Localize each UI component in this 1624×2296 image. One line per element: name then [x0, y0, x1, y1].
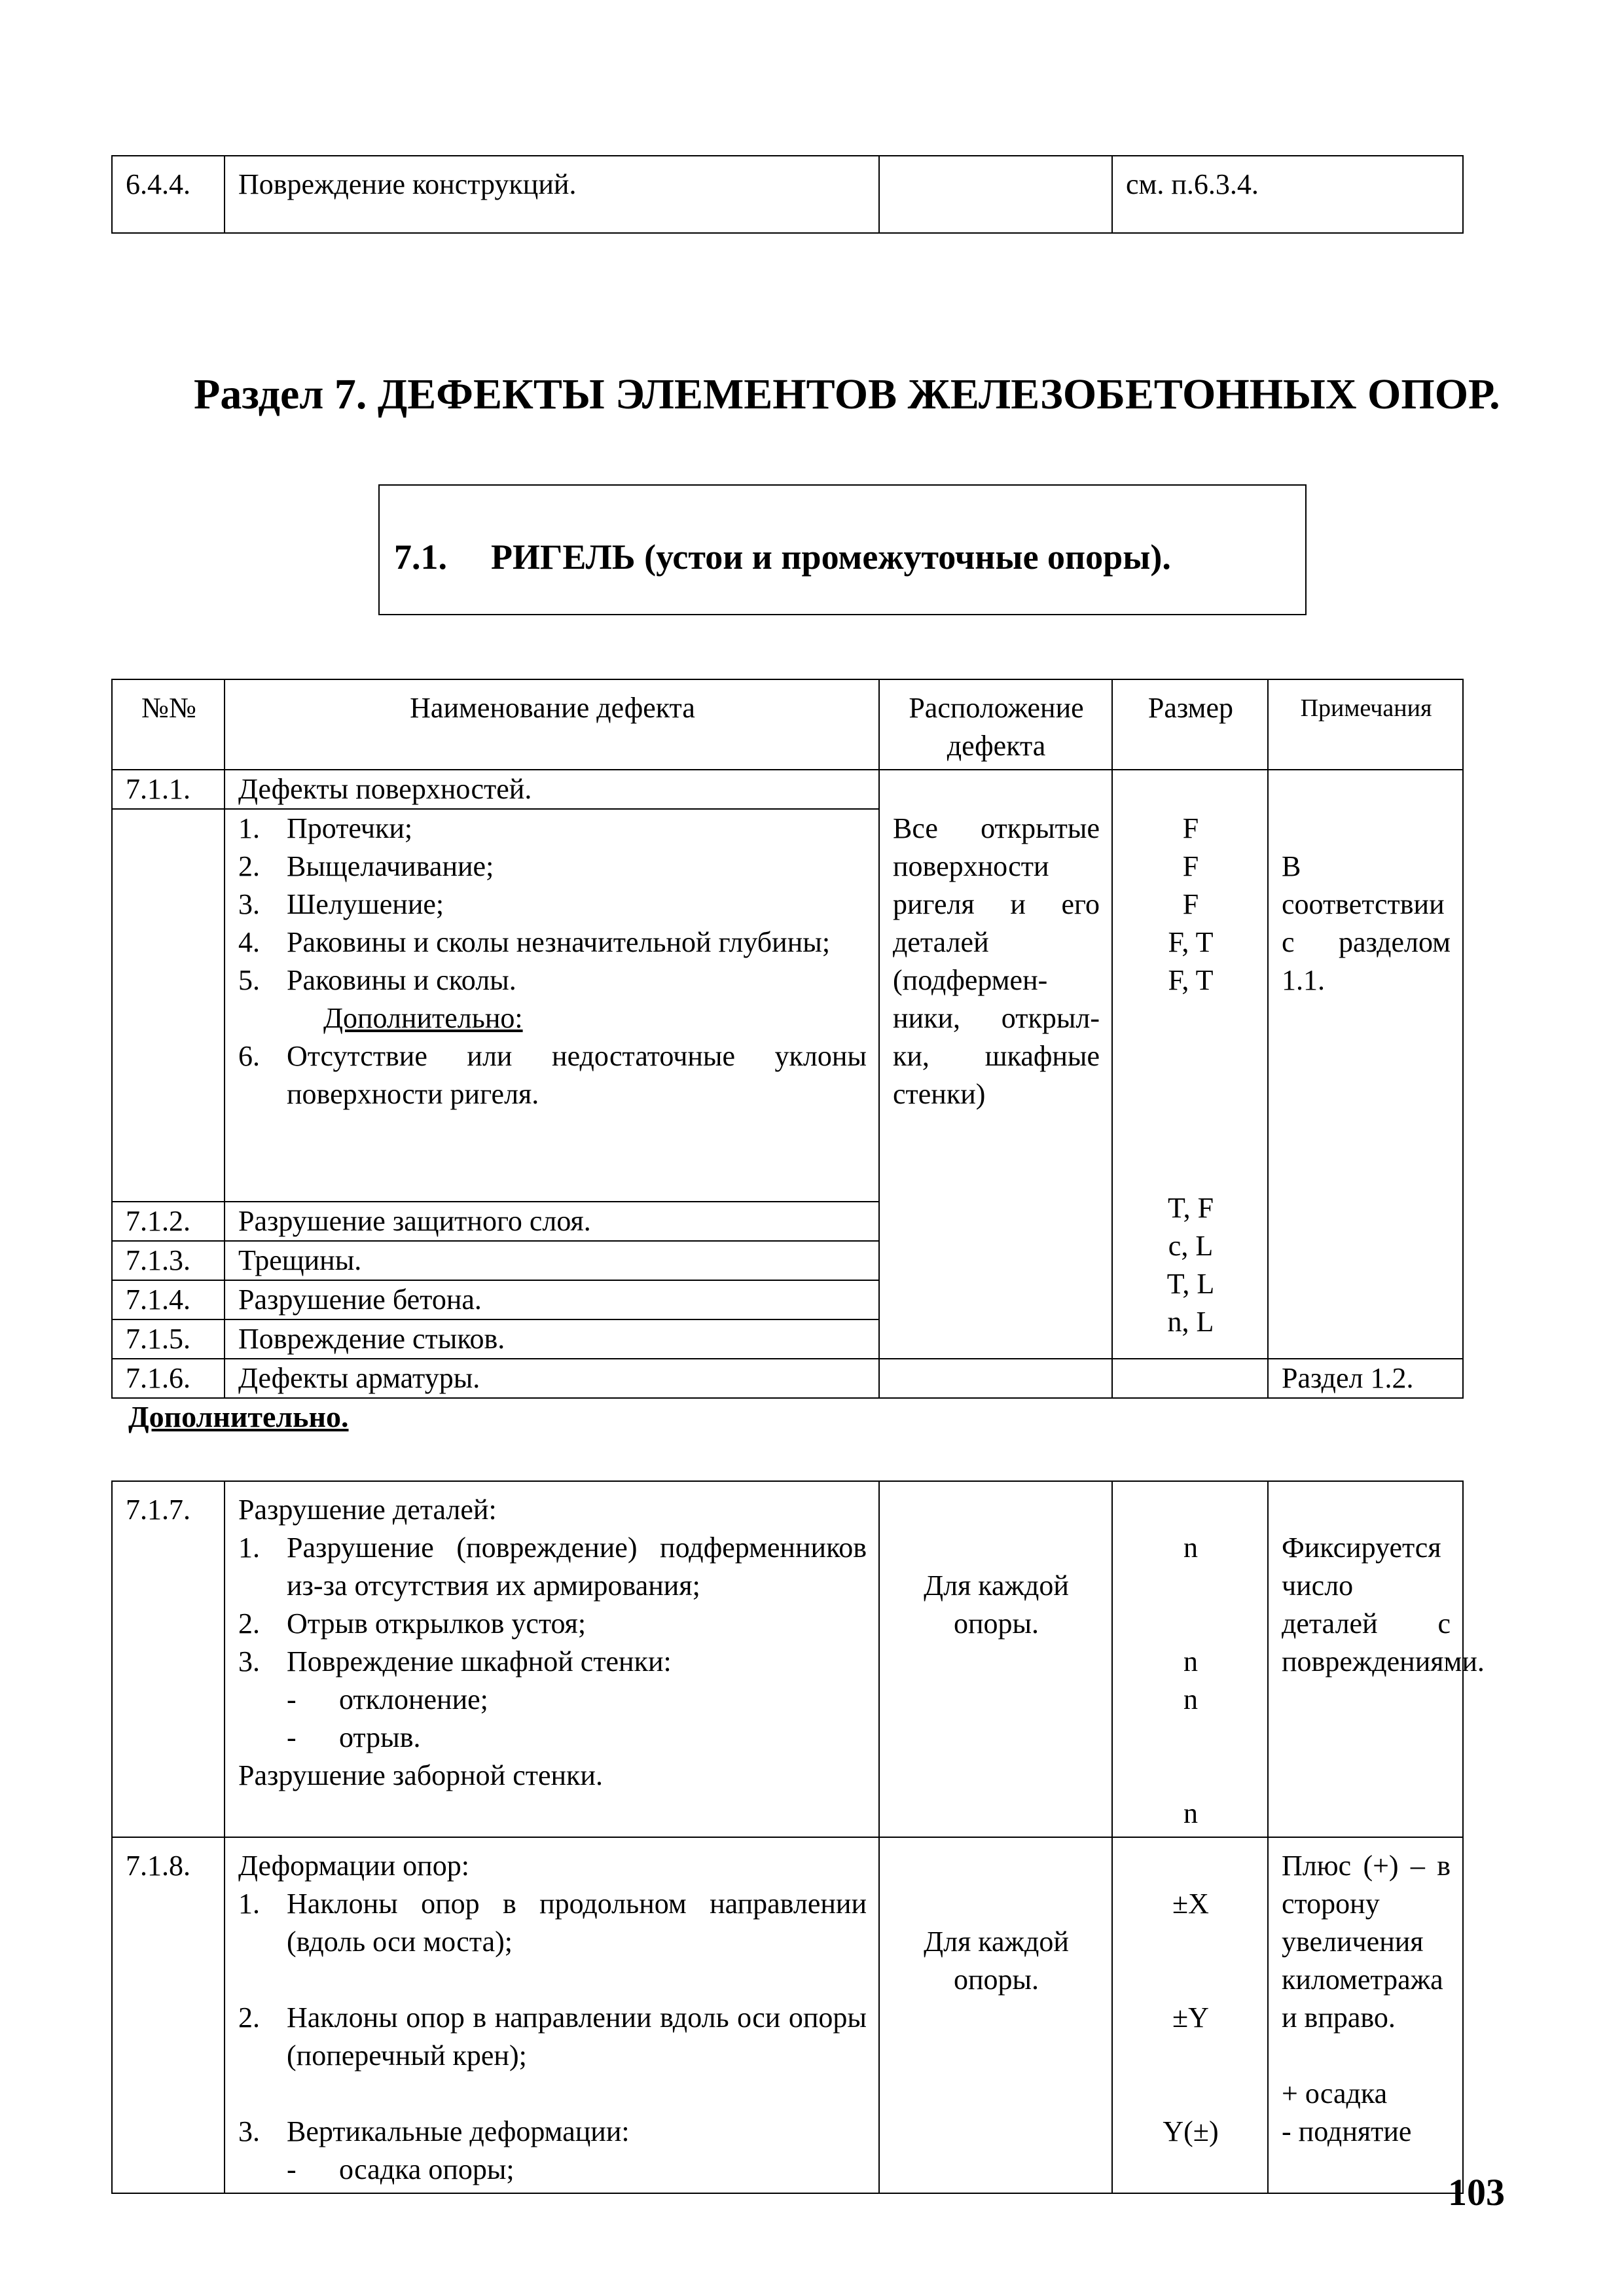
list-item: 2. Наклоны опор в направлении вдоль оси опоры (поперечный крен); — [238, 2001, 867, 2072]
row-number: 7.1.6. — [112, 1359, 225, 1398]
defect-name: Трещины. — [225, 1241, 879, 1280]
size-value: F — [1182, 812, 1199, 844]
row-title: Дефекты поверхностей. — [225, 770, 879, 809]
header-row — [112, 679, 1463, 770]
row-number: 7.1.5. — [112, 1319, 225, 1359]
size-value: T, L — [1166, 1268, 1215, 1300]
defect-name: Дефекты арматуры. — [225, 1359, 879, 1398]
size-value: F, T — [1168, 926, 1214, 958]
sub-item: - осадка опоры; — [287, 2153, 514, 2185]
row-title: Деформации опор: — [238, 1850, 469, 1882]
table-row — [112, 1837, 1463, 2193]
subsection-box — [378, 484, 1307, 615]
defect-list-additional — [238, 1037, 867, 1113]
note-cell: см. п.6.3.4. — [1112, 156, 1463, 233]
defect-name: Повреждение конструкций. — [225, 156, 879, 233]
note-line: - поднятие — [1282, 2115, 1412, 2147]
empty-cell — [1112, 1359, 1268, 1398]
last-item: Разрушение заборной стенки. — [238, 1759, 603, 1791]
note-text: Плюс (+) – в сторону увеличения километража и вправо. — [1282, 1850, 1451, 2034]
row-number: 7.1.2. — [112, 1202, 225, 1241]
size-value: ±Y — [1172, 2001, 1209, 2034]
list-item: 3. Повреждение шкафной стенки: — [238, 1645, 672, 1677]
defect-name: Разрушение бетона. — [225, 1280, 879, 1319]
list-item: 1. Протечки; — [238, 812, 413, 844]
sub-item: - отрыв. — [287, 1721, 421, 1753]
list-item: 3. Шелушение; — [238, 888, 444, 920]
defect-list — [238, 1529, 867, 1681]
size-value: n — [1183, 1532, 1198, 1564]
size-value: F — [1182, 888, 1199, 920]
note-cell: Фиксируется число деталей с повреждениями. — [1268, 1481, 1463, 1837]
header-location: Расположение дефекта — [879, 679, 1112, 770]
empty-cell — [879, 156, 1112, 233]
size-cell — [1112, 1481, 1268, 1837]
row-number: 7.1.8. — [112, 1837, 225, 2193]
location-cell: Все открытые поверхности ригеля и его деталей (подфермен-ники, открыл-ки, шкафные стенки) — [879, 770, 1112, 1359]
defect-name: Разрушение защитного слоя. — [225, 1202, 879, 1241]
top-table — [111, 155, 1464, 234]
list-item: 2. Выщелачивание; — [238, 850, 494, 882]
defects-table — [111, 679, 1464, 1399]
size-value: c, L — [1168, 1230, 1214, 1262]
defect-list — [238, 1885, 867, 2151]
row-title: Разрушение деталей: — [238, 1494, 497, 1526]
empty-cell — [879, 1359, 1112, 1398]
size-value: T, F — [1167, 1192, 1214, 1224]
page-number: 103 — [1448, 2171, 1505, 2214]
additional-heading: Дополнительно. — [128, 1400, 349, 1433]
list-item: 1. Разрушение (повреждение) подферменников из-за отсутствия их армирования; — [238, 1532, 867, 1602]
size-value: Y(±) — [1163, 2115, 1219, 2147]
table-row — [112, 770, 1463, 809]
size-value: n — [1183, 1797, 1198, 1829]
header-num: №№ — [112, 679, 225, 770]
subsection-title: РИГЕЛЬ (устои и промежуточные опоры). — [491, 537, 1171, 577]
items-cell — [225, 809, 879, 1202]
note-cell: В соответствии с разделом 1.1. — [1268, 770, 1463, 1359]
empty-cell — [112, 809, 225, 1202]
size-cell — [1112, 1837, 1268, 2193]
header-notes: Примечания — [1268, 679, 1463, 770]
table-row — [112, 1481, 1463, 1837]
table-row — [112, 1359, 1463, 1398]
note-cell — [1268, 1837, 1463, 2193]
size-value: n, L — [1167, 1306, 1214, 1338]
list-item: 4. Раковины и сколы незначительной глубины; — [238, 926, 831, 958]
note-line: + осадка — [1282, 2077, 1388, 2109]
size-value: ±X — [1172, 1888, 1209, 1920]
row-number: 7.1.4. — [112, 1280, 225, 1319]
size-value: n — [1183, 1645, 1198, 1677]
list-item: 3. Вертикальные деформации: — [238, 2115, 630, 2147]
location-cell: Для каждой опоры. — [879, 1837, 1112, 2193]
note-cell: Раздел 1.2. — [1268, 1359, 1463, 1398]
list-item: 2. Отрыв открылков устоя; — [238, 1607, 586, 1640]
additional-label: Дополнительно: — [323, 1002, 523, 1034]
items-cell — [225, 1481, 879, 1837]
location-cell: Для каждой опоры. — [879, 1481, 1112, 1837]
list-item: 5. Раковины и сколы. — [238, 964, 516, 996]
row-number: 7.1.1. — [112, 770, 225, 809]
row-number: 7.1.3. — [112, 1241, 225, 1280]
header-name: Наименование дефекта — [225, 679, 879, 770]
defect-list — [238, 810, 867, 999]
list-item: 1. Наклоны опор в продольном направлении (вдоль оси моста); — [238, 1888, 867, 1958]
size-value: F, T — [1168, 964, 1214, 996]
header-size: Размер — [1112, 679, 1268, 770]
section-heading: Раздел 7. ДЕФЕКТЫ ЭЛЕМЕНТОВ ЖЕЛЕЗОБЕТОННЫХ ОПОР. — [194, 370, 1500, 418]
row-number: 7.1.7. — [112, 1481, 225, 1837]
size-cell — [1112, 770, 1268, 1359]
size-value: F — [1182, 850, 1199, 882]
subsection-number: 7.1. — [394, 537, 447, 577]
defect-name: Повреждение стыков. — [225, 1319, 879, 1359]
additional-table — [111, 1480, 1485, 2194]
sub-item: - отклонение; — [287, 1683, 488, 1715]
items-cell — [225, 1837, 879, 2193]
list-item: 6. Отсутствие или недостаточные уклоны поверхности ригеля. — [238, 1040, 867, 1110]
size-value: n — [1183, 1683, 1198, 1715]
row-number: 6.4.4. — [112, 156, 225, 233]
